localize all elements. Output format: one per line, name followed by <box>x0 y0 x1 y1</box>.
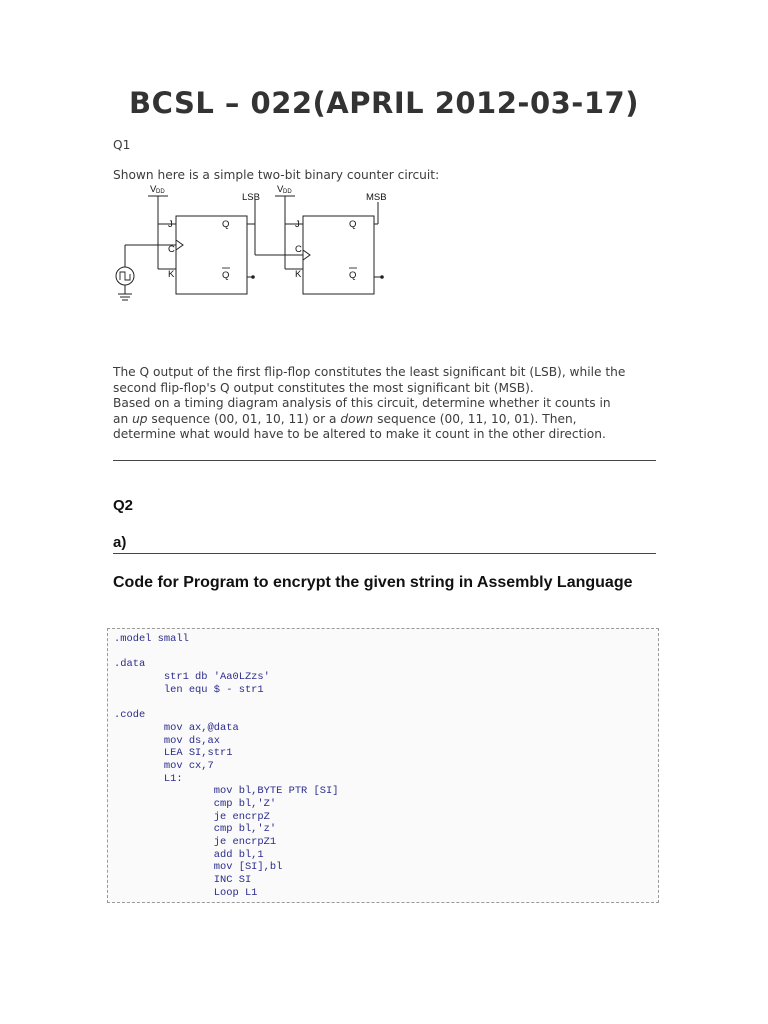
two-bit-counter-circuit <box>110 182 400 312</box>
code-line: cmp bl,'z' <box>114 823 277 836</box>
code-line: .code <box>114 709 146 722</box>
code-line: je encrpZ <box>114 810 270 823</box>
code-block <box>107 628 659 903</box>
code-line: je encrpZ1 <box>114 836 277 848</box>
code-line: LEA SI,str1 <box>114 747 233 760</box>
lsb-label: LSB <box>242 192 260 203</box>
code-heading: Code for Program to encrypt the given string in Assembly Language <box>113 574 633 591</box>
code-line: mov ds,ax <box>114 734 221 747</box>
code-line: mov cx,7 <box>114 759 214 772</box>
flip-flop-1 <box>176 216 247 294</box>
code-line: mov ax,@data <box>114 721 239 734</box>
code-line <box>114 696 658 709</box>
code-listing <box>108 629 658 899</box>
vdd-sub-2: DD <box>283 189 292 195</box>
vdd-label-1: V <box>150 184 157 195</box>
code-line <box>114 646 658 659</box>
paragraph-line: determine what would have to be altered to make it count in the other direction. <box>113 427 606 442</box>
ff1-pin-c: C <box>168 244 175 255</box>
paragraph-line: an up sequence (00, 01, 10, 11) or a down sequence (00, 11, 10, 01). Then, <box>113 411 577 426</box>
question-1-paragraph <box>113 365 658 443</box>
code-line: Loop L1 <box>114 886 258 899</box>
code-line: cmp bl,'Z' <box>114 797 277 810</box>
ff2-pin-c: C <box>295 244 302 255</box>
code-line: L1: <box>114 772 183 785</box>
divider <box>113 460 656 461</box>
code-line: .data <box>114 658 146 671</box>
question-1-intro: Shown here is a simple two-bit binary counter circuit: <box>113 168 440 182</box>
question-1-label: Q1 <box>113 138 131 152</box>
ff2-pin-k: K <box>295 269 302 280</box>
part-a-label: a) <box>113 534 127 551</box>
paragraph-line: second flip-flop's Q output constitutes the most significant bit (MSB). <box>113 380 534 395</box>
msb-label: MSB <box>366 192 387 203</box>
ff1-pin-k: K <box>168 269 175 280</box>
code-line: str1 db 'Aa0LZzs' <box>114 671 270 684</box>
code-line: .model small <box>114 633 189 645</box>
vdd-sub-1: DD <box>156 189 165 195</box>
paragraph-line: The Q output of the first flip-flop constitutes the least significant bit (LSB), while the <box>113 365 626 379</box>
ff2-pin-j: J <box>295 219 300 230</box>
ff1-pin-qbar: Q <box>222 270 230 281</box>
flip-flop-2 <box>303 216 374 294</box>
ff1-pin-j: J <box>168 219 173 230</box>
code-line: len equ $ - str1 <box>114 683 264 696</box>
code-line: mov bl,BYTE PTR [SI] <box>114 785 339 798</box>
ff2-pin-qbar: Q <box>349 270 357 281</box>
code-line: INC SI <box>114 874 252 887</box>
paragraph-line: Based on a timing diagram analysis of this circuit, determine whether it counts in <box>113 396 611 411</box>
vdd-label-2: V <box>277 184 284 195</box>
document-title: BCSL – 022(APRIL 2012-03-17) <box>129 86 639 120</box>
ff1-pin-q: Q <box>222 219 230 230</box>
code-line: mov [SI],bl <box>114 861 283 874</box>
question-2-label: Q2 <box>113 497 134 514</box>
code-line: add bl,1 <box>114 848 264 861</box>
divider <box>113 553 656 554</box>
ff2-pin-q: Q <box>349 219 357 230</box>
